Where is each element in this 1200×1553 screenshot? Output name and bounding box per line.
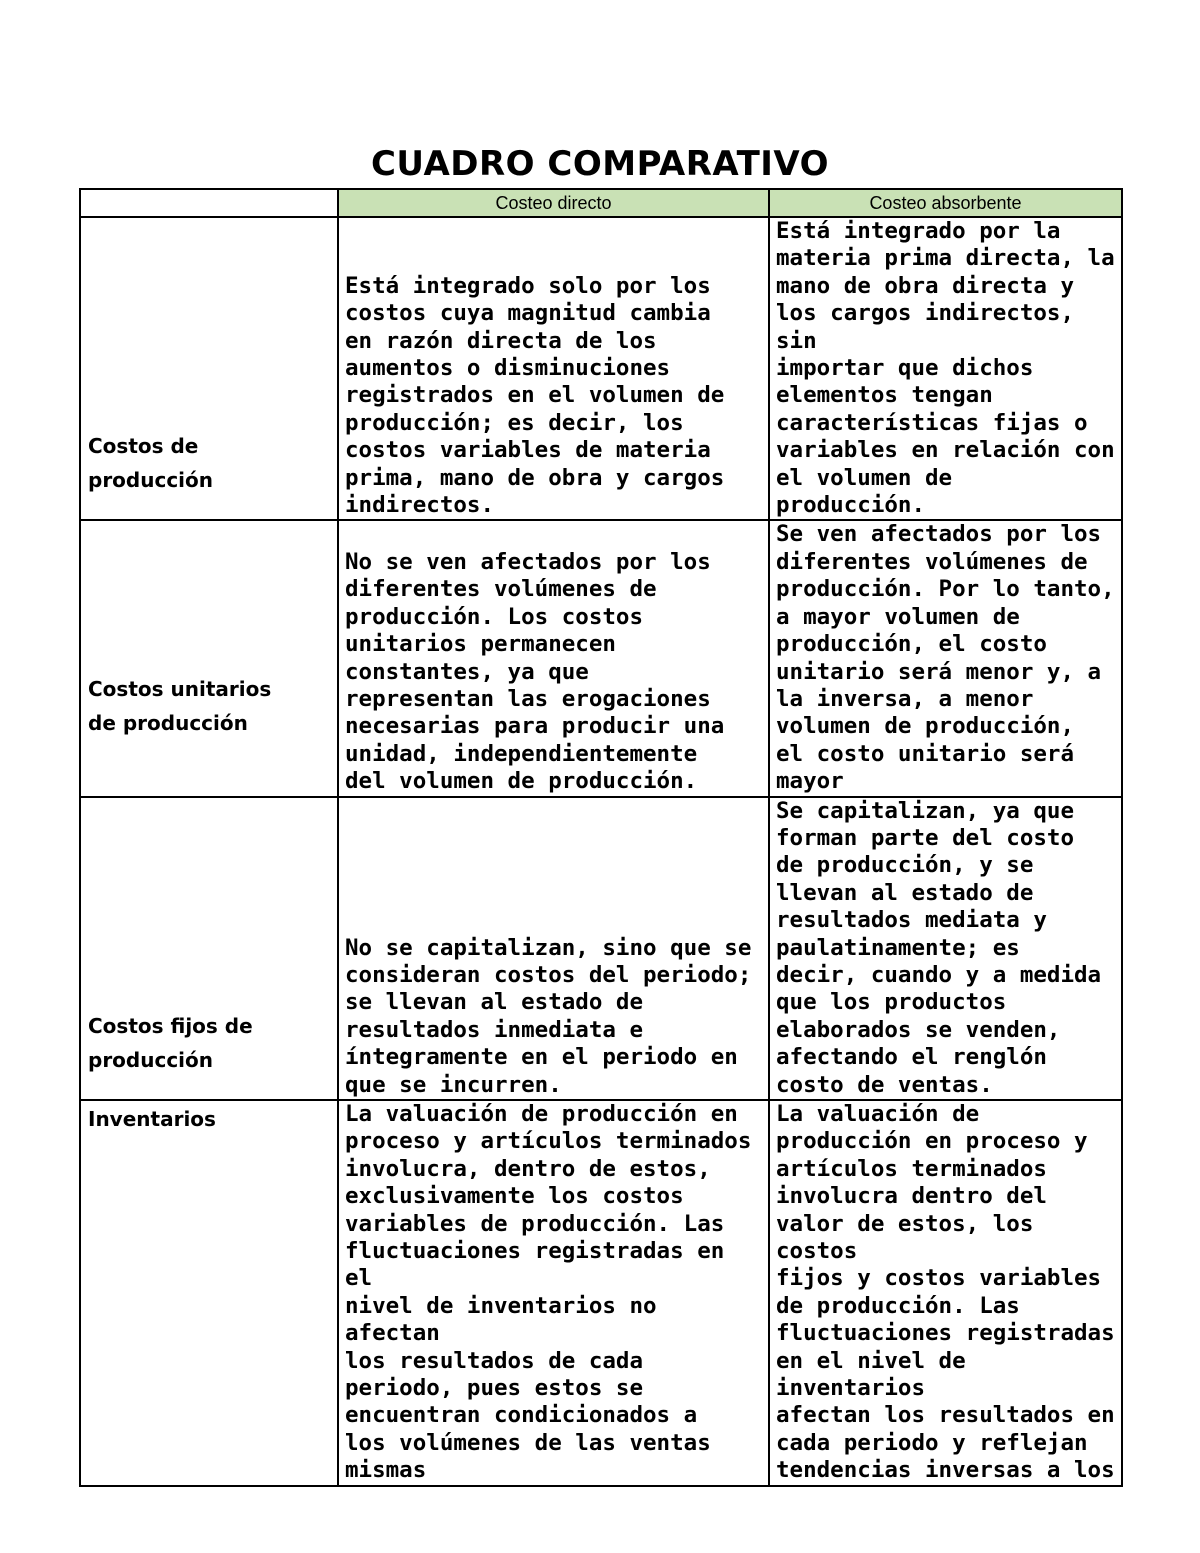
row-label: Costos de producción [80,217,338,520]
cell-directo: Está integrado solo por los costos cuya magnitud cambia en razón directa de los aumentos o disminuciones registrados en el volumen de producción; es decir, los costos variables de materia prima, mano de obra y cargos indirectos. [338,217,769,520]
cell-absorbente: La valuación de producción en proceso y artículos terminados involucra dentro del valor de estos, los costos fijos y costos variables de producción. Las fluctuaciones registradas en el nivel de inventarios afectan los resultados en cada periodo y reflejan tendencias inversas a los [769,1100,1122,1486]
header-empty-cell [80,189,338,217]
cell-directo: No se capitalizan, sino que se consideran costos del periodo; se llevan al estado de resultados inmediata e íntegramente en el periodo en que se incurren. [338,797,769,1100]
cell-absorbente: Se ven afectados por los diferentes volúmenes de producción. Por lo tanto, a mayor volumen de producción, el costo unitario será menor y, a la inversa, a menor volumen de producción, el costo unitario será mayor [769,520,1122,796]
header-costeo-absorbente: Costeo absorbente [769,189,1122,217]
cell-absorbente: Está integrado por la materia prima directa, la mano de obra directa y los cargos indirectos, sin importar que dichos elementos tengan características fijas o variables en relación con el volumen de producción. [769,217,1122,520]
cell-absorbente: Se capitalizan, ya que forman parte del costo de producción, y se llevan al estado de resultados mediata y paulatinamente; es decir, cuando y a medida que los productos elaborados se venden, afectando el renglón costo de ventas. [769,797,1122,1100]
row-label: Inventarios [80,1100,338,1486]
table-row [80,797,1122,1100]
row-label: Costos unitarios de producción [80,520,338,796]
cell-directo: La valuación de producción en proceso y artículos terminados involucra, dentro de estos, exclusivamente los costos variables de producción. Las fluctuaciones registradas en el nivel de inventarios no afectan los resultados de cada periodo, pues estos se encuentran condicionados a los volúmenes de las ventas mismas [338,1100,769,1486]
table-row [80,520,1122,796]
table-row [80,217,1122,520]
table-row [80,1100,1122,1486]
comparison-table [79,188,1123,1487]
row-label: Costos fijos de producción [80,797,338,1100]
page-title: CUADRO COMPARATIVO [370,144,830,184]
table-header-row [80,189,1122,217]
cell-directo: No se ven afectados por los diferentes volúmenes de producción. Los costos unitarios permanecen constantes, ya que representan las erogaciones necesarias para producir una unidad, independientemente del volumen de producción. [338,520,769,796]
header-costeo-directo: Costeo directo [338,189,769,217]
